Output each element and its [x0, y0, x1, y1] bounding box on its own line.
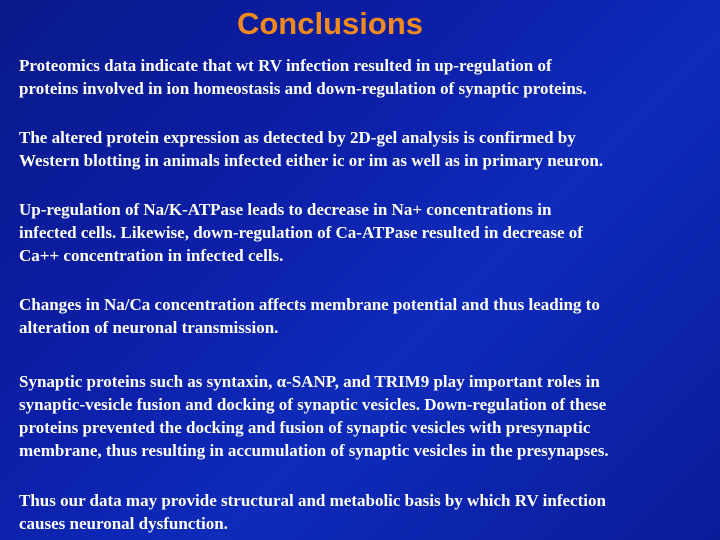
slide-title: Conclusions: [236, 6, 423, 41]
paragraph-line: Proteomics data indicate that wt RV infection resulted in up-regulation of: [19, 56, 552, 75]
paragraph-line: infected cells. Likewise, down-regulation of Ca-ATPase resulted in decrease of: [19, 223, 583, 242]
paragraph-line: proteins prevented the docking and fusion of synaptic vesicles with presynaptic: [19, 418, 591, 437]
paragraph-line: synaptic-vesicle fusion and docking of synaptic vesicles. Down-regulation of these: [19, 395, 607, 414]
paragraph-line: Synaptic proteins such as syntaxin, α-SANP, and TRIM9 play important roles in: [19, 372, 600, 391]
paragraph-line: causes neuronal dysfunction.: [19, 514, 228, 533]
paragraph-line: membrane, thus resulting in accumulation of synaptic vesicles in the presynapses.: [19, 441, 609, 460]
paragraph-line: Changes in Na/Ca concentration affects membrane potential and thus leading to: [19, 295, 600, 314]
conclusion-paragraph-5: [19, 370, 719, 462]
paragraph-line: Ca++ concentration in infected cells.: [19, 246, 284, 265]
conclusion-paragraph-3: [19, 198, 719, 267]
paragraph-line: Thus our data may provide structural and metabolic basis by which RV infection: [19, 491, 606, 510]
paragraph-line: Up-regulation of Na/K-ATPase leads to decrease in Na+ concentrations in: [19, 200, 552, 219]
conclusion-paragraph-4: [19, 293, 719, 339]
conclusion-paragraph-1: [19, 54, 719, 100]
paragraph-line: alteration of neuronal transmission.: [19, 318, 279, 337]
paragraph-line: The altered protein expression as detected by 2D-gel analysis is confirmed by: [19, 128, 576, 147]
paragraph-line: Western blotting in animals infected either ic or im as well as in primary neuron.: [19, 151, 604, 170]
conclusion-paragraph-6: [19, 489, 719, 535]
paragraph-line: proteins involved in ion homeostasis and down-regulation of synaptic proteins.: [19, 79, 587, 98]
conclusion-paragraph-2: [19, 126, 719, 172]
